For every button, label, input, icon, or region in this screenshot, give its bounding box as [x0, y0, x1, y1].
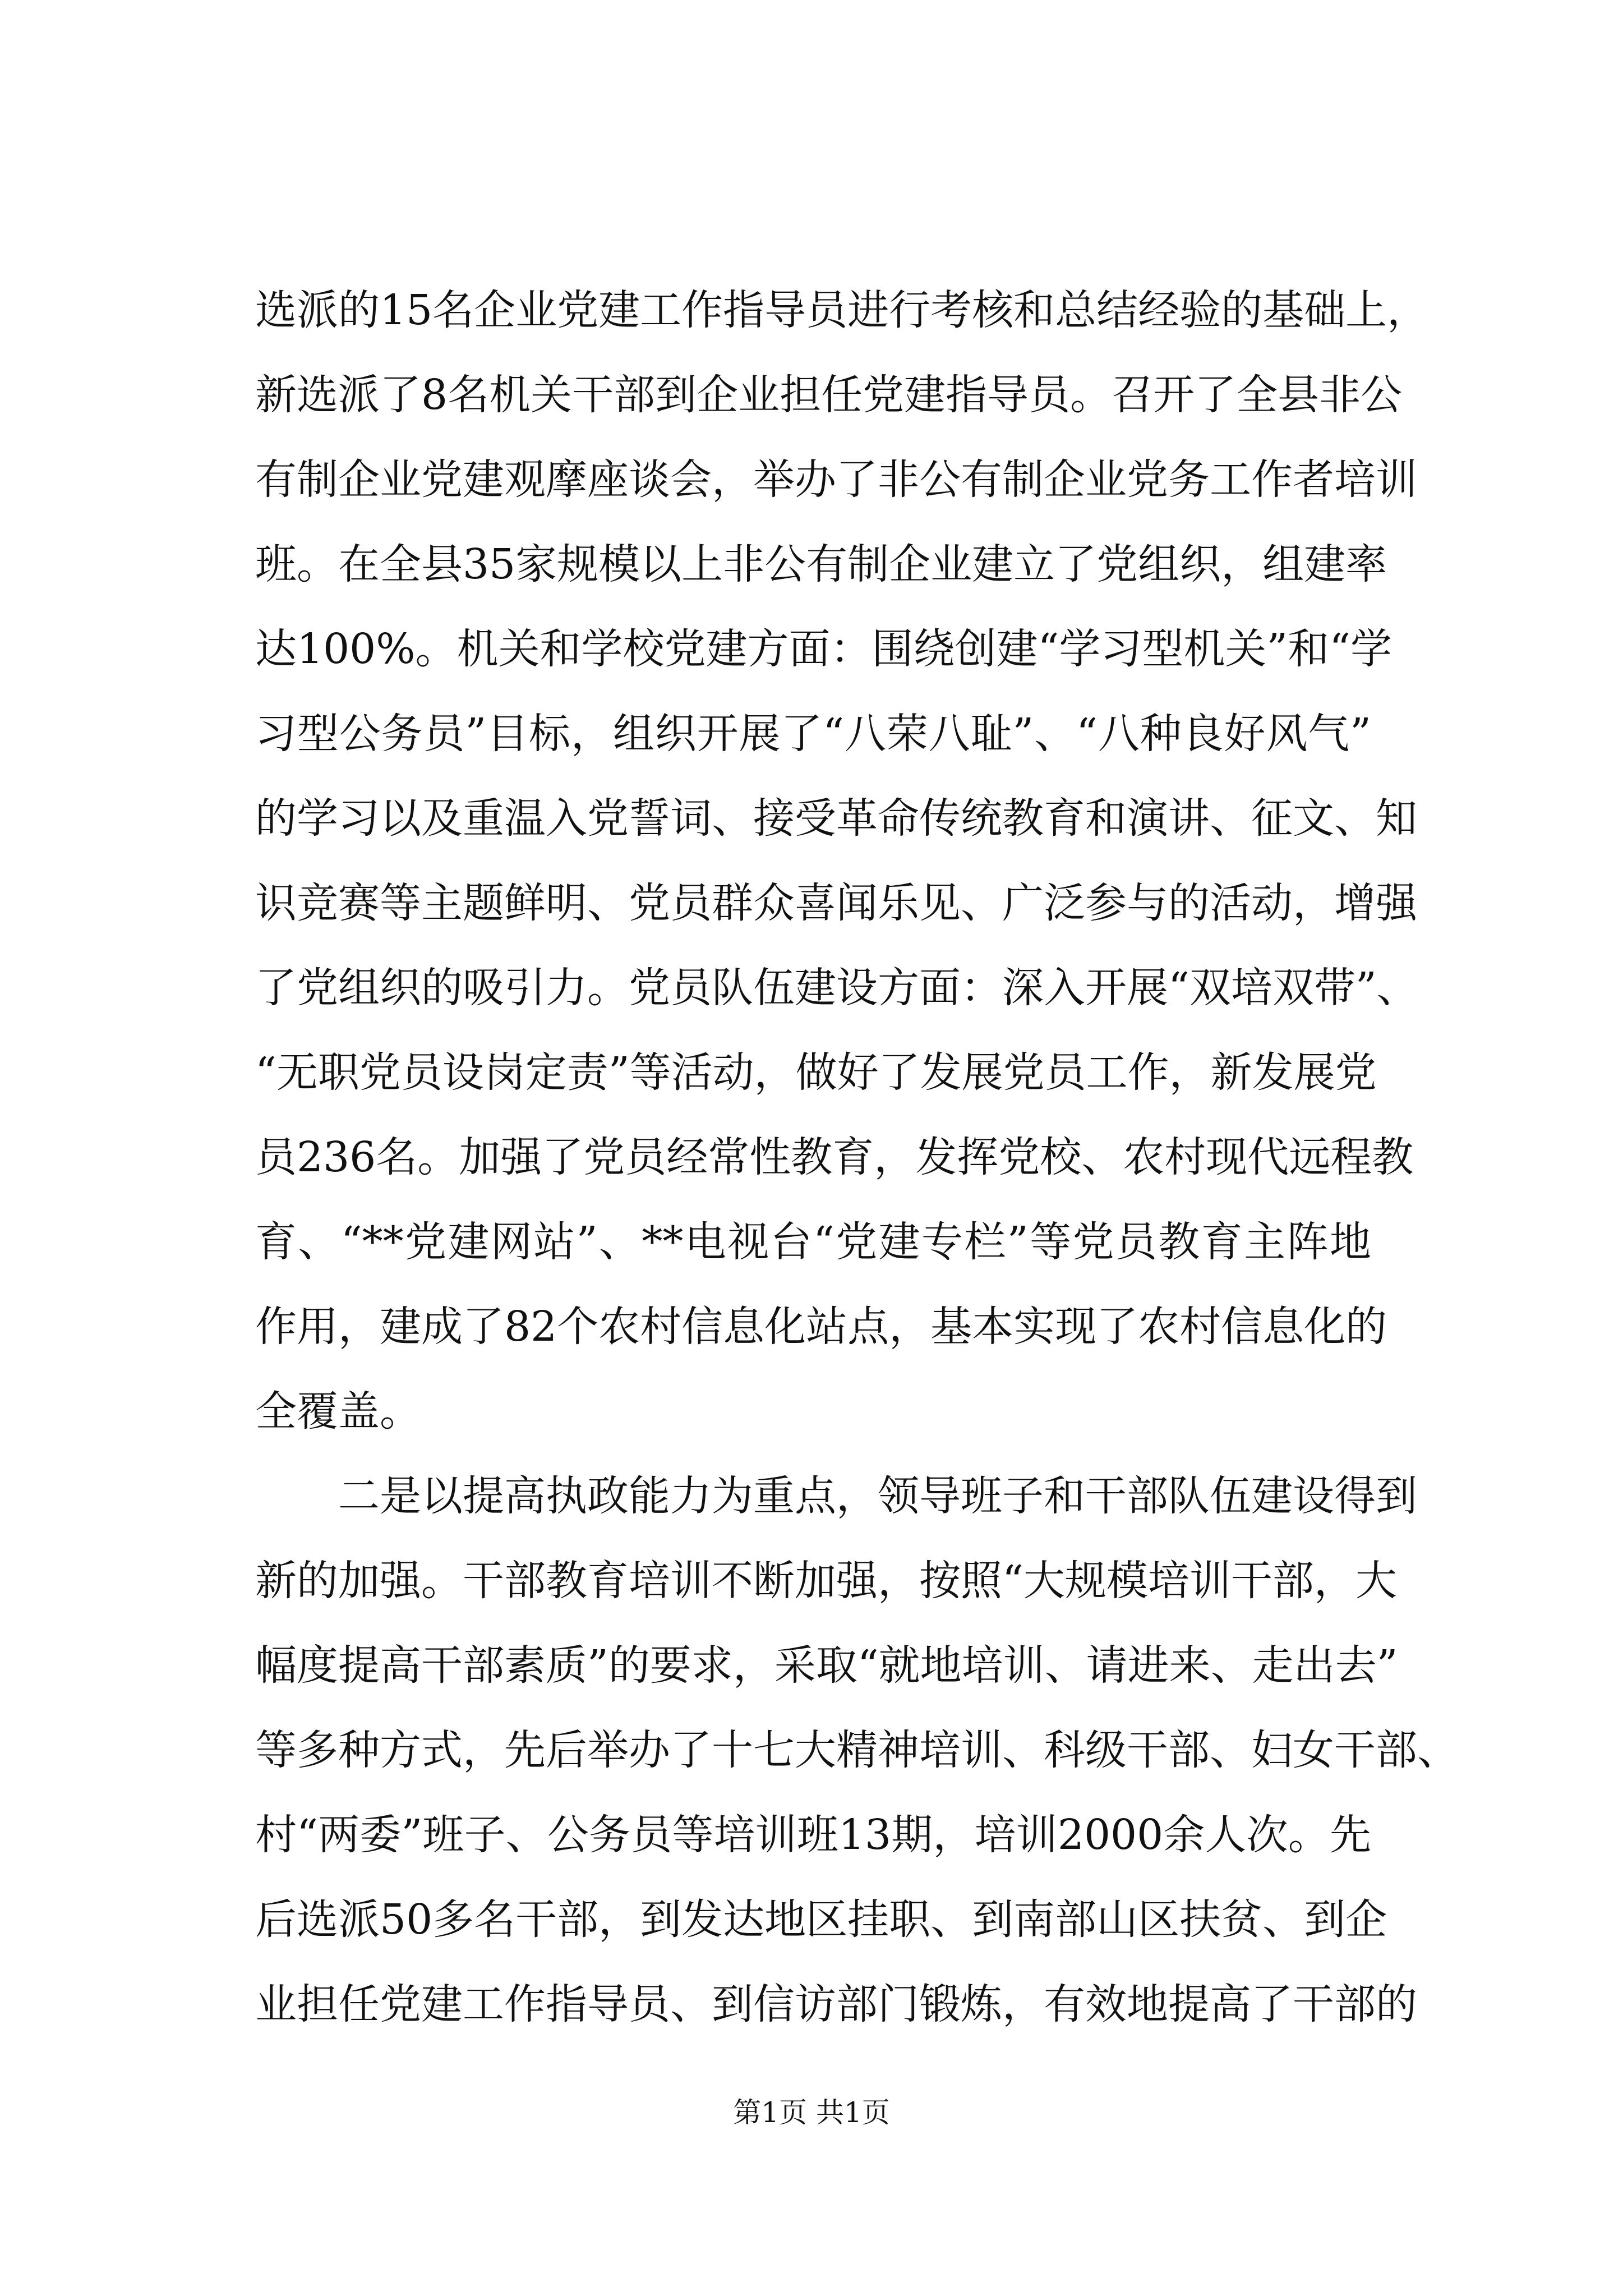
text-line: 了党组织的吸引力。党员队伍建设方面：深入开展“双培双带”、 [255, 964, 1418, 1012]
text-line: 育、“**党建网站”、**电视台“党建专栏”等党员教育主阵地 [255, 1218, 1371, 1266]
text-line: 员236名。加强了党员经常性教育，发挥党校、农村现代远程教 [255, 1133, 1414, 1181]
text-line: 新的加强。干部教育培训不断加强，按照“大规模培训干部，大 [255, 1557, 1397, 1605]
body-text [255, 268, 1459, 2047]
text-line: 村“两委”班子、公务员等培训班13期，培训2000余人次。先 [255, 1811, 1371, 1859]
paragraph-start-line: 二是以提高执政能力为重点，领导班子和干部队伍建设得到 [338, 1472, 1417, 1520]
text-line: 作用，建成了82个农村信息化站点，基本实现了农村信息化的 [255, 1303, 1387, 1351]
text-line: 幅度提高干部素质”的要求，采取“就地培训、请进来、走出去” [255, 1641, 1398, 1690]
text-line: 业担任党建工作指导员、到信访部门锻炼，有效地提高了干部的 [255, 1980, 1417, 2028]
text-line: 后选派50多名干部，到发达地区挂职、到南部山区扶贫、到企 [255, 1895, 1387, 1944]
paragraph-end-line: 全覆盖。 [255, 1387, 421, 1435]
text-line: 的学习以及重温入党誓词、接受革命传统教育和演讲、征文、知 [255, 794, 1417, 843]
page-footer: 第1页 共1页 [733, 2096, 890, 2129]
text-line: 习型公务员”目标，组织开展了“八荣八耻”、“八种良好风气” [255, 710, 1371, 758]
text-line: 有制企业党建观摩座谈会，举办了非公有制企业党务工作者培训 [255, 455, 1417, 504]
text-line: 识竞赛等主题鲜明、党员群众喜闻乐见、广泛参与的活动，增强 [255, 879, 1417, 927]
text-line: 新选派了8名机关干部到企业担任党建指导员。召开了全县非公 [255, 371, 1403, 419]
text-line: 选派的15名企业党建工作指导员进行考核和总结经验的基础上， [255, 286, 1429, 334]
text-line: 等多种方式，先后举办了十七大精神培训、科级干部、妇女干部、 [255, 1726, 1459, 1774]
text-line: 达100%。机关和学校党建方面：围绕创建“学习型机关”和“学 [255, 625, 1393, 673]
text-line: “无职党员设岗定责”等活动，做好了发展党员工作，新发展党 [255, 1048, 1377, 1097]
text-line: 班。在全县35家规模以上非公有制企业建立了党组织，组建率 [255, 540, 1387, 588]
